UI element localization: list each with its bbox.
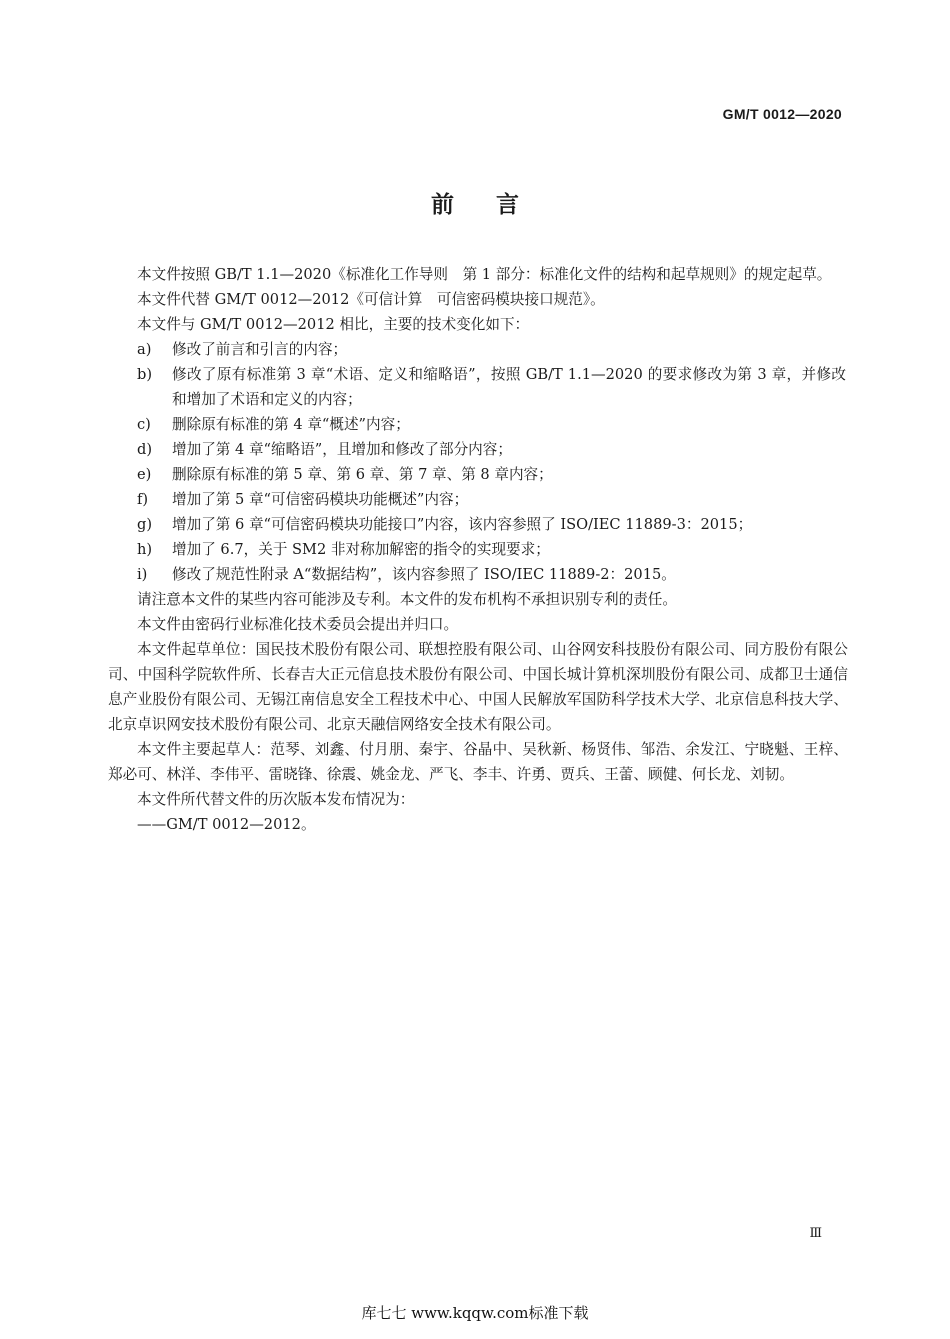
list-item [108, 437, 848, 462]
list-item-label: h) [137, 541, 153, 558]
page-title: 前言 [431, 192, 561, 218]
paragraph-committee: 本文件由密码行业标准化技术委员会提出并归口。 [137, 616, 459, 633]
list-item-text: 修改了规范性附录 A“数据结构”，该内容参照了 ISO/IEC 11889-2：2015。 [172, 566, 676, 583]
list-item [108, 537, 848, 562]
list-item [108, 412, 848, 437]
list-item-label: d) [137, 441, 153, 458]
list-item-text: 增加了第 4 章“缩略语”，且增加和修改了部分内容； [172, 441, 512, 458]
list-item [108, 562, 848, 587]
list-item-text: 修改了原有标准第 3 章“术语、定义和缩略语”，按照 GB/T 1.1—2020 的要求修改为第 3 章，并修改和增加了术语和定义的内容； [172, 366, 846, 408]
changes-list [108, 337, 848, 587]
paragraph-history-item: ——GM/T 0012—2012。 [137, 816, 316, 833]
list-item-label: f) [137, 491, 149, 508]
list-item-label: i) [137, 566, 148, 583]
list-item-text: 修改了前言和引言的内容； [172, 341, 348, 358]
list-item-label: e) [137, 466, 152, 483]
paragraph-drafting-rules: 本文件按照 GB/T 1.1—2020《标准化工作导则 第 1 部分：标准化文件的结构和起草规则》的规定起草。 [137, 266, 832, 283]
list-item [108, 362, 848, 412]
document-body [108, 262, 848, 837]
paragraph-history-intro: 本文件所代替文件的历次版本发布情况为： [137, 791, 415, 808]
document-code: GM/T 0012—2020 [722, 106, 842, 122]
footer-watermark: 库七七 www.kqqw.com标准下载 [361, 1304, 589, 1322]
list-item [108, 512, 848, 537]
list-item [108, 487, 848, 512]
paragraph-patent-notice: 请注意本文件的某些内容可能涉及专利。本文件的发布机构不承担识别专利的责任。 [137, 591, 677, 608]
list-item-text: 增加了 6.7，关于 SM2 非对称加解密的指令的实现要求； [172, 541, 550, 558]
list-item [108, 462, 848, 487]
list-item-text: 增加了第 6 章“可信密码模块功能接口”内容，该内容参照了 ISO/IEC 11889-3：2015； [172, 516, 753, 533]
paragraph-changes-intro: 本文件与 GM/T 0012—2012 相比，主要的技术变化如下： [137, 316, 530, 333]
list-item [108, 337, 848, 362]
paragraph-drafters: 本文件主要起草人：范琴、刘鑫、付月朋、秦宇、谷晶中、吴秋新、杨贤伟、邹浩、余发江、宁晓魁、王梓、郑必可、林洋、李伟平、雷晓锋、徐震、姚金龙、严飞、李丰、许勇、贾兵、王蕾、顾健、何长龙、刘韧。 [108, 741, 848, 783]
list-item-text: 删除原有标准的第 4 章“概述”内容； [172, 416, 410, 433]
list-item-label: c) [137, 416, 151, 433]
paragraph-drafting-units: 本文件起草单位：国民技术股份有限公司、联想控股有限公司、山谷网安科技股份有限公司、同方股份有限公司、中国科学院软件所、长春吉大正元信息技术股份有限公司、中国长城计算机深圳股份有限公司、成都卫士通信息产业股份有限公司、无锡江南信息安全工程技术中心、中国人民解放军国防科学技术大学、北京信息科技大学、北京卓识网安技术股份有限公司、北京天融信网络安全技术有限公司。 [108, 641, 848, 733]
page-number: Ⅲ [809, 1226, 822, 1241]
list-item-label: b) [137, 366, 153, 383]
list-item-text: 删除原有标准的第 5 章、第 6 章、第 7 章、第 8 章内容； [172, 466, 553, 483]
paragraph-replaces: 本文件代替 GM/T 0012—2012《可信计算 可信密码模块接口规范》。 [137, 291, 605, 308]
list-item-label: a) [137, 341, 152, 358]
list-item-text: 增加了第 5 章“可信密码模块功能概述”内容； [172, 491, 469, 508]
list-item-label: g) [137, 516, 153, 533]
